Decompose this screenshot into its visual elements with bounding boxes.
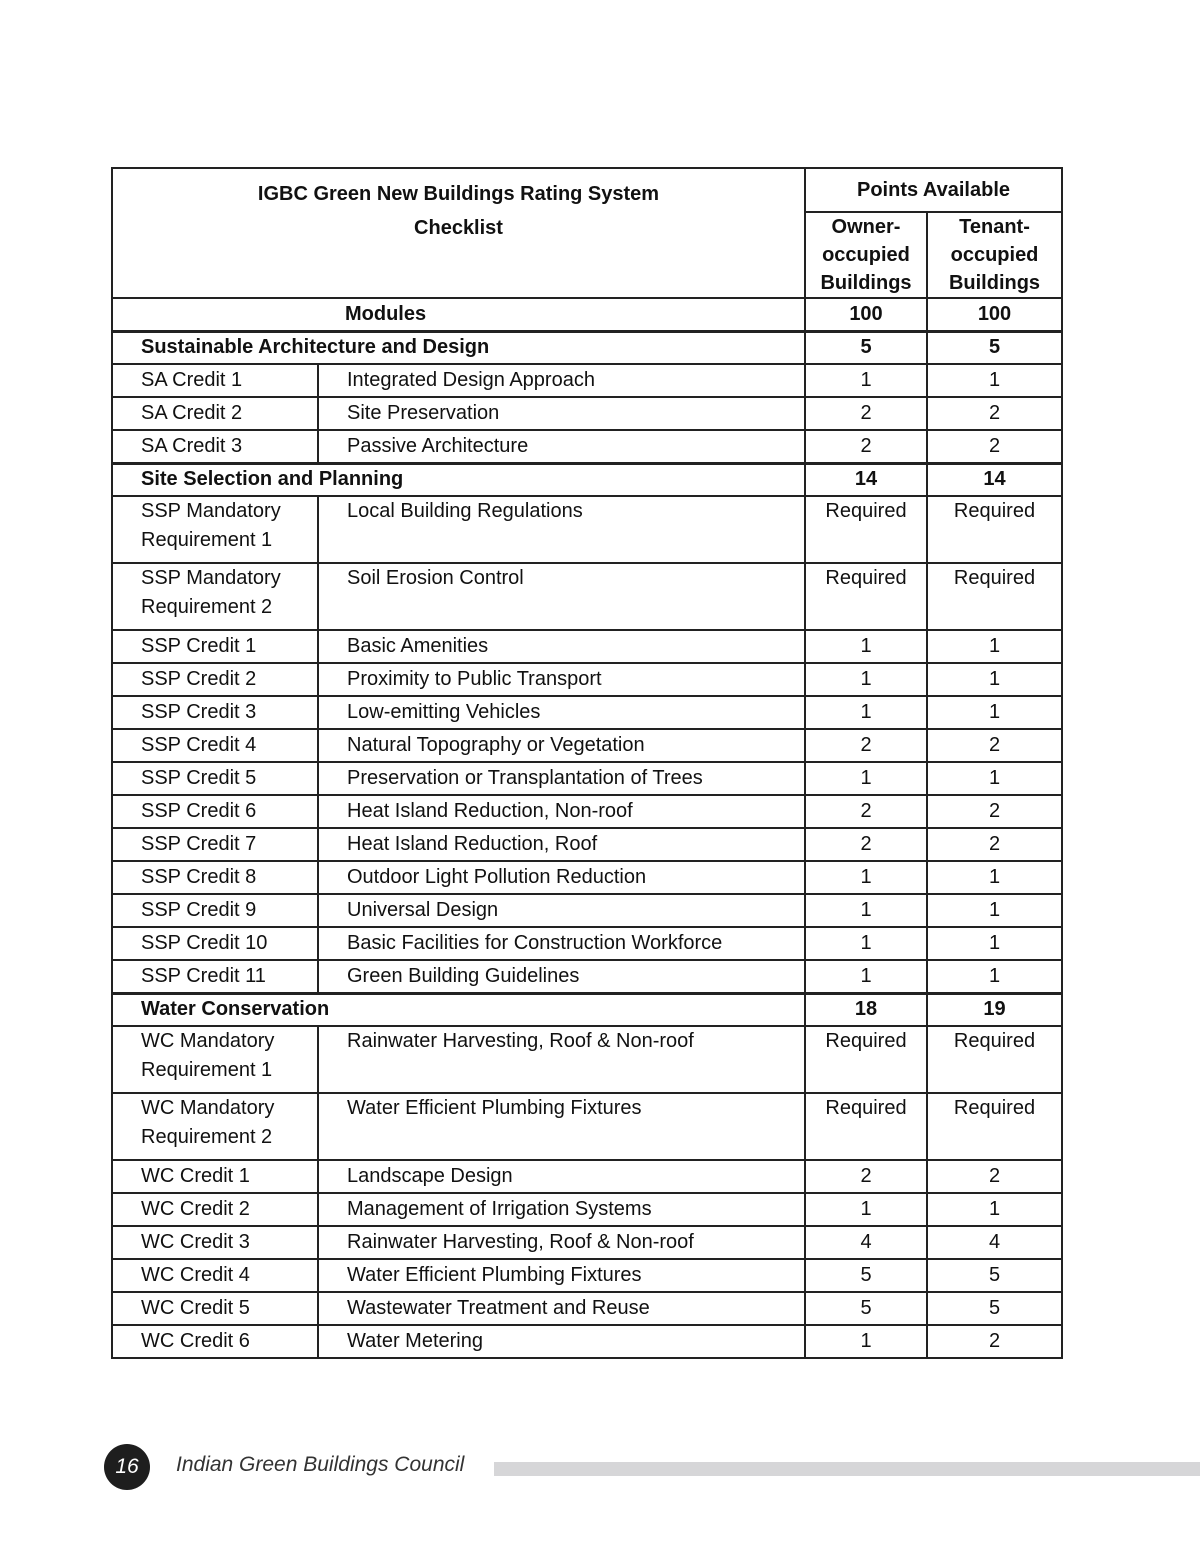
table-row — [112, 1292, 1062, 1325]
tenant-points: 5 — [927, 1292, 1062, 1325]
section-header-row — [112, 463, 1062, 496]
table-row — [112, 1093, 1062, 1160]
owner-points: 2 — [805, 397, 927, 430]
owner-points: 1 — [805, 1193, 927, 1226]
section-title: Site Selection and Planning — [112, 463, 805, 496]
credit-code: WC Mandatory Requirement 1 — [112, 1026, 318, 1093]
points-available-header: Points Available — [805, 168, 1062, 212]
credit-name: Passive Architecture — [318, 430, 805, 463]
tenant-points: 1 — [927, 894, 1062, 927]
table-row — [112, 496, 1062, 563]
owner-points: 1 — [805, 894, 927, 927]
credit-code: WC Credit 5 — [112, 1292, 318, 1325]
credit-code: SSP Credit 3 — [112, 696, 318, 729]
credit-name: Outdoor Light Pollution Reduction — [318, 861, 805, 894]
tenant-points: 1 — [927, 663, 1062, 696]
credit-name: Green Building Guidelines — [318, 960, 805, 993]
credit-name: Heat Island Reduction, Non-roof — [318, 795, 805, 828]
table-row — [112, 364, 1062, 397]
credit-code: SSP Mandatory Requirement 1 — [112, 496, 318, 563]
owner-points: 1 — [805, 1325, 927, 1358]
rating-checklist-table — [111, 167, 1063, 1359]
credit-code: SSP Credit 7 — [112, 828, 318, 861]
tenant-points: 1 — [927, 696, 1062, 729]
credit-name: Local Building Regulations — [318, 496, 805, 563]
owner-points: Required — [805, 1026, 927, 1093]
tenant-points: 2 — [927, 795, 1062, 828]
owner-points: 1 — [805, 364, 927, 397]
table-row — [112, 795, 1062, 828]
owner-points: Required — [805, 496, 927, 563]
table-row — [112, 1193, 1062, 1226]
credit-name: Preservation or Transplantation of Trees — [318, 762, 805, 795]
section-title: Sustainable Architecture and Design — [112, 331, 805, 364]
modules-owner-points: 100 — [805, 298, 927, 331]
credit-code: SSP Credit 8 — [112, 861, 318, 894]
table-row — [112, 1259, 1062, 1292]
table-row — [112, 894, 1062, 927]
owner-points: 1 — [805, 630, 927, 663]
tenant-points: Required — [927, 496, 1062, 563]
credit-code: SSP Credit 5 — [112, 762, 318, 795]
tenant-points: 2 — [927, 397, 1062, 430]
section-tenant-points: 19 — [927, 993, 1062, 1026]
owner-occupied-header: Owner-occupied Buildings — [805, 212, 927, 298]
tenant-points: 2 — [927, 729, 1062, 762]
credit-code: SSP Mandatory Requirement 2 — [112, 563, 318, 630]
table-row — [112, 430, 1062, 463]
table-row — [112, 828, 1062, 861]
credit-code: WC Credit 6 — [112, 1325, 318, 1358]
credit-code: SA Credit 1 — [112, 364, 318, 397]
tenant-points: 5 — [927, 1259, 1062, 1292]
section-title: Water Conservation — [112, 993, 805, 1026]
table-row — [112, 663, 1062, 696]
table-row — [112, 927, 1062, 960]
owner-points: 2 — [805, 729, 927, 762]
credit-code: SSP Credit 4 — [112, 729, 318, 762]
table-title — [112, 168, 805, 298]
owner-points: 1 — [805, 696, 927, 729]
section-header-row — [112, 993, 1062, 1026]
modules-label: Modules — [112, 298, 805, 331]
credit-name: Low-emitting Vehicles — [318, 696, 805, 729]
credit-code: SSP Credit 11 — [112, 960, 318, 993]
credit-name: Site Preservation — [318, 397, 805, 430]
credit-code: SA Credit 3 — [112, 430, 318, 463]
credit-code: WC Credit 1 — [112, 1160, 318, 1193]
modules-row — [112, 298, 1062, 331]
page-number-badge: 16 — [104, 1444, 150, 1490]
owner-points: Required — [805, 563, 927, 630]
publisher-name: Indian Green Buildings Council — [176, 1453, 465, 1476]
owner-points: 2 — [805, 795, 927, 828]
tenant-points: 2 — [927, 1325, 1062, 1358]
owner-points: 4 — [805, 1226, 927, 1259]
tenant-points: 4 — [927, 1226, 1062, 1259]
credit-code: WC Credit 4 — [112, 1259, 318, 1292]
tenant-points: 2 — [927, 828, 1062, 861]
tenant-points: 1 — [927, 762, 1062, 795]
table-row — [112, 630, 1062, 663]
tenant-points: 2 — [927, 1160, 1062, 1193]
credit-code: WC Credit 2 — [112, 1193, 318, 1226]
table-row — [112, 1026, 1062, 1093]
owner-points: 2 — [805, 430, 927, 463]
table-row — [112, 861, 1062, 894]
table-row — [112, 1160, 1062, 1193]
section-owner-points: 18 — [805, 993, 927, 1026]
tenant-points: 1 — [927, 630, 1062, 663]
credit-name: Universal Design — [318, 894, 805, 927]
table-row — [112, 696, 1062, 729]
table-row — [112, 762, 1062, 795]
tenant-points: 2 — [927, 430, 1062, 463]
credit-code: SSP Credit 1 — [112, 630, 318, 663]
owner-points: 2 — [805, 828, 927, 861]
section-tenant-points: 5 — [927, 331, 1062, 364]
credit-name: Natural Topography or Vegetation — [318, 729, 805, 762]
tenant-points: Required — [927, 563, 1062, 630]
tenant-occupied-header: Tenant-occupied Buildings — [927, 212, 1062, 298]
tenant-points: 1 — [927, 927, 1062, 960]
owner-points: 5 — [805, 1292, 927, 1325]
owner-points: 1 — [805, 762, 927, 795]
credit-name: Wastewater Treatment and Reuse — [318, 1292, 805, 1325]
section-header-row — [112, 331, 1062, 364]
owner-points: Required — [805, 1093, 927, 1160]
owner-points: 1 — [805, 927, 927, 960]
table-row — [112, 1226, 1062, 1259]
table-row — [112, 729, 1062, 762]
credit-name: Rainwater Harvesting, Roof & Non-roof — [318, 1226, 805, 1259]
section-tenant-points: 14 — [927, 463, 1062, 496]
credit-name: Water Efficient Plumbing Fixtures — [318, 1093, 805, 1160]
table-title-line1: IGBC Green New Buildings Rating System — [257, 183, 660, 205]
credit-name: Water Metering — [318, 1325, 805, 1358]
credit-name: Rainwater Harvesting, Roof & Non-roof — [318, 1026, 805, 1093]
modules-tenant-points: 100 — [927, 298, 1062, 331]
table-body — [112, 298, 1062, 1358]
section-owner-points: 14 — [805, 463, 927, 496]
credit-name: Integrated Design Approach — [318, 364, 805, 397]
owner-points: 1 — [805, 861, 927, 894]
owner-points: 1 — [805, 663, 927, 696]
tenant-points: Required — [927, 1026, 1062, 1093]
credit-code: SSP Credit 10 — [112, 927, 318, 960]
owner-points: 1 — [805, 960, 927, 993]
credit-code: SSP Credit 6 — [112, 795, 318, 828]
credit-code: WC Credit 3 — [112, 1226, 318, 1259]
credit-code: SSP Credit 2 — [112, 663, 318, 696]
tenant-points: Required — [927, 1093, 1062, 1160]
credit-name: Water Efficient Plumbing Fixtures — [318, 1259, 805, 1292]
page-footer — [0, 1440, 1200, 1496]
credit-name: Heat Island Reduction, Roof — [318, 828, 805, 861]
credit-code: SSP Credit 9 — [112, 894, 318, 927]
table-row — [112, 960, 1062, 993]
owner-points: 2 — [805, 1160, 927, 1193]
owner-points: 5 — [805, 1259, 927, 1292]
table-row — [112, 1325, 1062, 1358]
credit-name: Management of Irrigation Systems — [318, 1193, 805, 1226]
section-owner-points: 5 — [805, 331, 927, 364]
credit-name: Proximity to Public Transport — [318, 663, 805, 696]
footer-rule — [494, 1462, 1200, 1476]
credit-name: Basic Amenities — [318, 630, 805, 663]
credit-name: Soil Erosion Control — [318, 563, 805, 630]
tenant-points: 1 — [927, 364, 1062, 397]
credit-name: Basic Facilities for Construction Workforce — [318, 927, 805, 960]
table-title-line2: Checklist — [414, 217, 503, 239]
tenant-points: 1 — [927, 1193, 1062, 1226]
table-row — [112, 563, 1062, 630]
table-row — [112, 397, 1062, 430]
tenant-points: 1 — [927, 861, 1062, 894]
credit-code: SA Credit 2 — [112, 397, 318, 430]
credit-code: WC Mandatory Requirement 2 — [112, 1093, 318, 1160]
credit-name: Landscape Design — [318, 1160, 805, 1193]
tenant-points: 1 — [927, 960, 1062, 993]
